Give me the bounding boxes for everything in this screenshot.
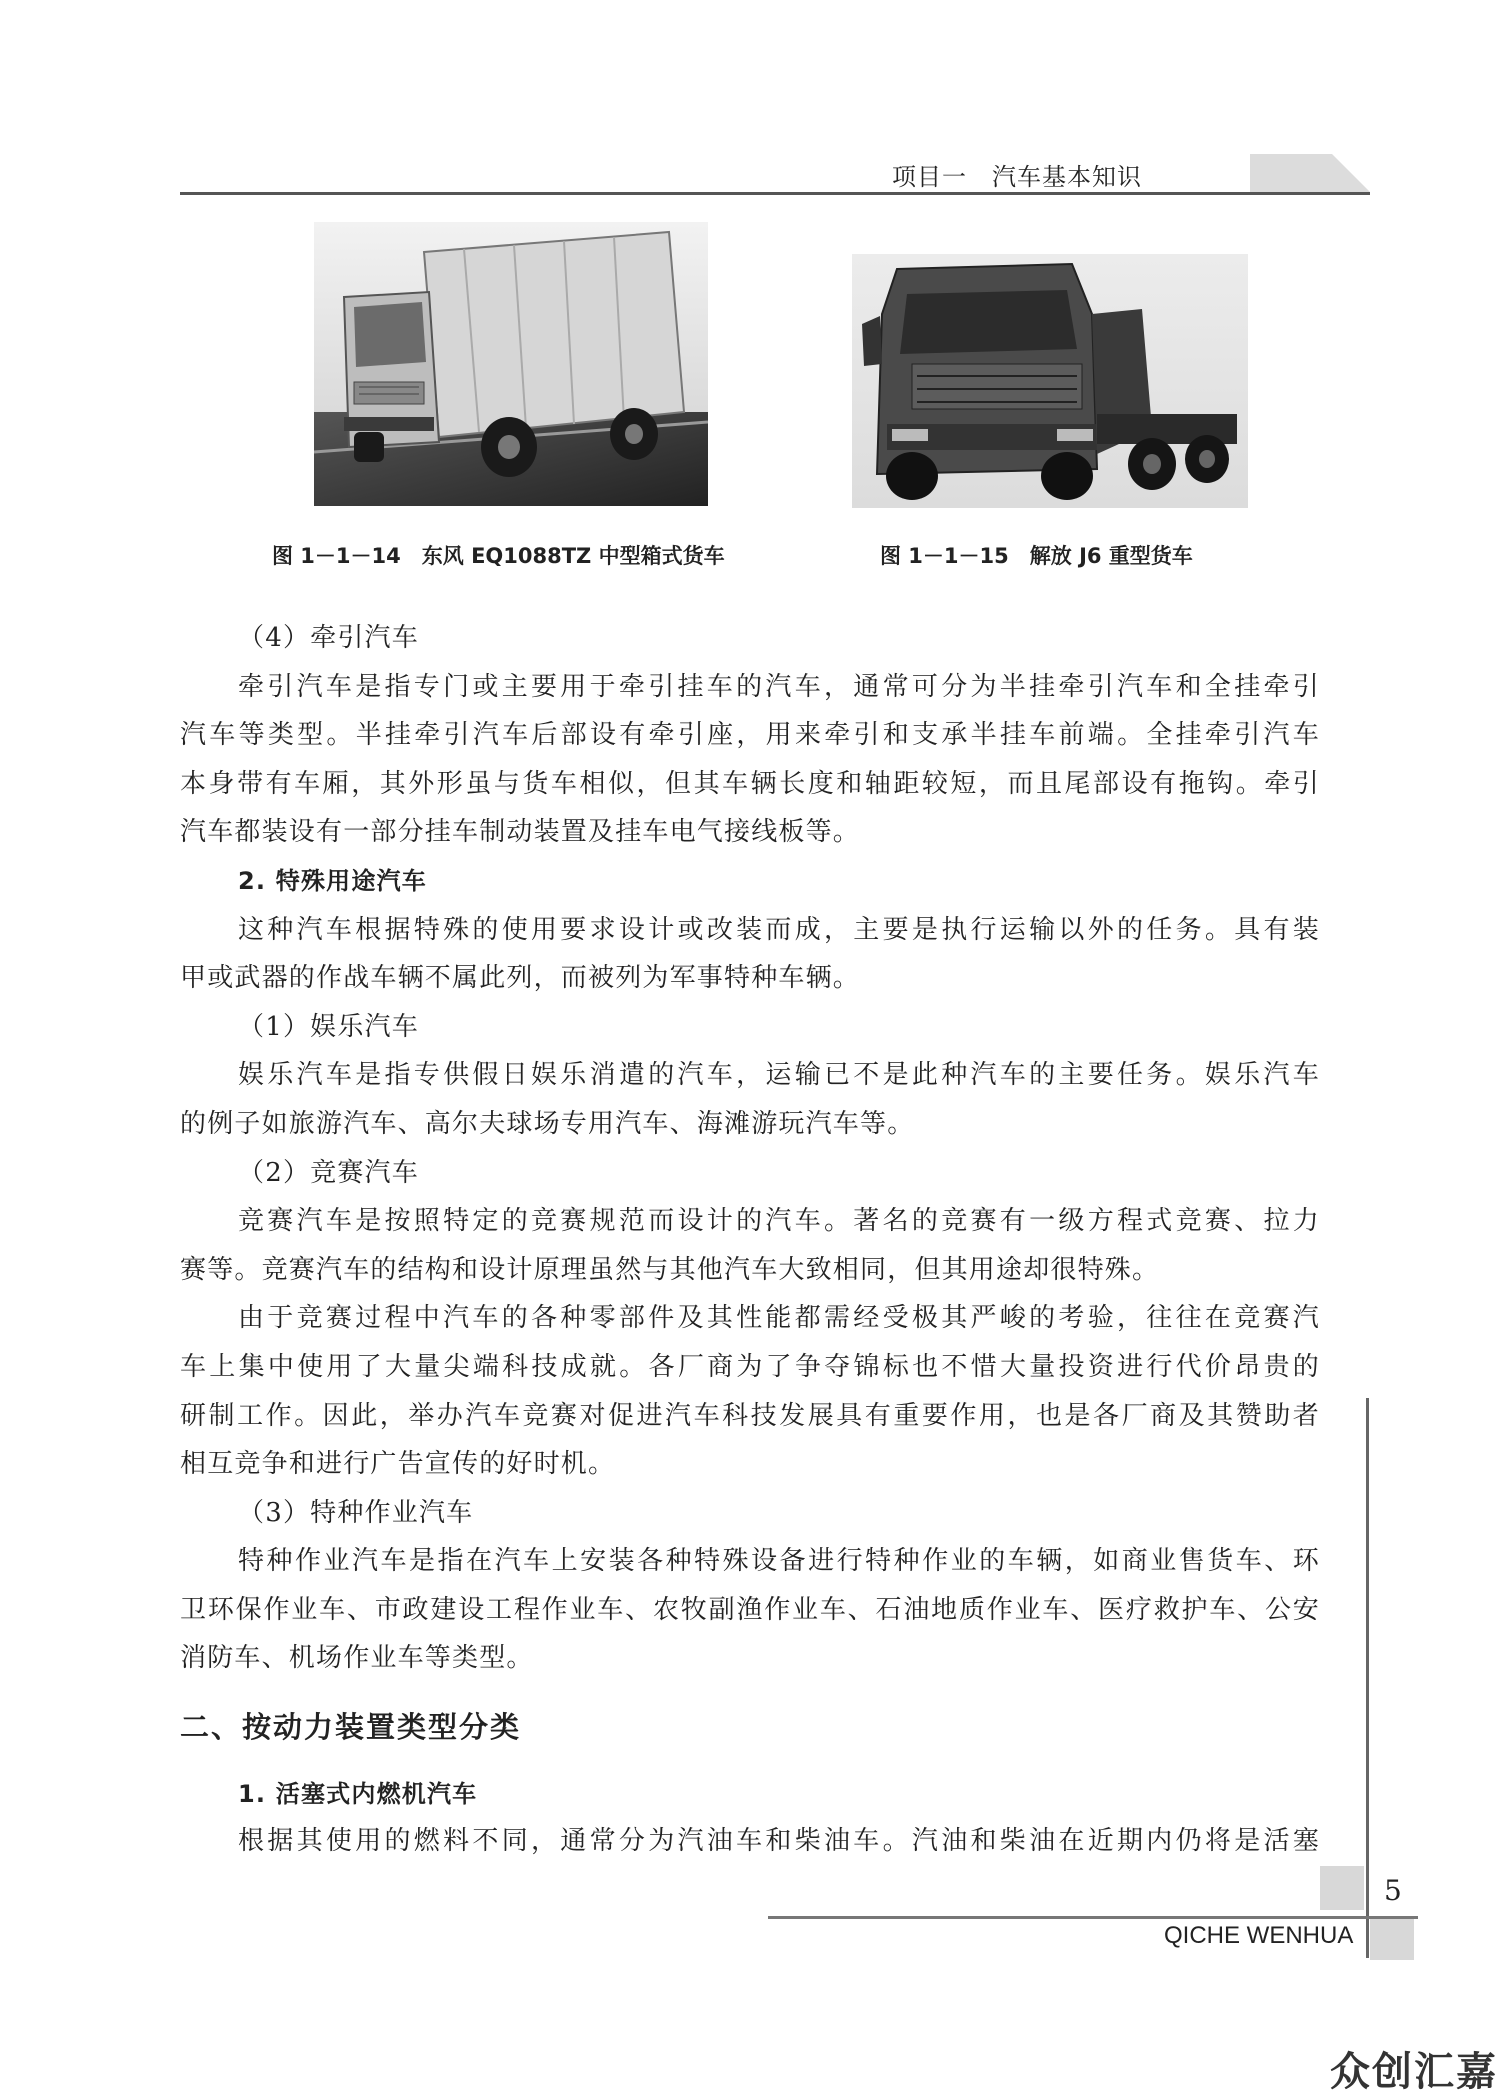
body-text	[180, 614, 1320, 1866]
section-heading-special-purpose: 2. 特殊用途汽车	[238, 866, 427, 895]
subheading-racing-car: （2）竞赛汽车	[238, 1157, 419, 1188]
page-number: 5	[1384, 1874, 1402, 1907]
paragraph-line: 卫环保作业车、市政建设工程作业车、农牧副渔作业车、石油地质作业车、医疗救护车、公安	[180, 1594, 1320, 1625]
figure-tractor-truck-photo	[852, 254, 1248, 508]
header-rule	[180, 192, 1370, 195]
subheading-recreational-vehicle: （1）娱乐汽车	[238, 1011, 419, 1042]
figure-box-truck-photo	[314, 222, 708, 506]
paragraph-line: 根据其使用的燃料不同，通常分为汽油车和柴油车。汽油和柴油在近期内仍将是活塞	[238, 1826, 1320, 1857]
paragraph-line: 研制工作。因此，举办汽车竞赛对促进汽车科技发展具有重要作用，也是各厂商及其赞助者	[180, 1400, 1320, 1431]
decorative-square	[1320, 1866, 1364, 1910]
paragraph-line: 特种作业汽车是指在汽车上安装各种特殊设备进行特种作业的车辆，如商业售货车、环	[238, 1546, 1320, 1577]
paragraph-line: 牵引汽车是指专门或主要用于牵引挂车的汽车，通常可分为半挂牵引汽车和全挂牵引	[238, 671, 1320, 702]
paragraph-line: 相互竞争和进行广告宣传的好时机。	[180, 1449, 616, 1480]
paragraph-line: 的例子如旅游汽车、高尔夫球场专用汽车、海滩游玩汽车等。	[180, 1108, 915, 1139]
running-footer-title: QICHE WENHUA	[1164, 1922, 1354, 1949]
footer-rule	[768, 1916, 1418, 1919]
paragraph-line: 消防车、机场作业车等类型。	[180, 1643, 534, 1674]
paragraph-line: 本身带有车厢，其外形虽与货车相似，但其车辆长度和轴距较短，而且尾部设有拖钩。牵引	[180, 768, 1320, 799]
paragraph-line: 娱乐汽车是指专供假日娱乐消遣的汽车，运输已不是此种汽车的主要任务。娱乐汽车	[238, 1060, 1320, 1091]
margin-vertical-rule	[1366, 1398, 1369, 1958]
paragraph-line: 甲或武器的作战车辆不属此列，而被列为军事特种车辆。	[180, 963, 861, 994]
paragraph-line: 竞赛汽车是按照特定的竞赛规范而设计的汽车。著名的竞赛有一级方程式竞赛、拉力	[238, 1206, 1320, 1237]
paragraph-line: 这种汽车根据特殊的使用要求设计或改装而成，主要是执行运输以外的任务。具有装	[238, 914, 1320, 945]
section-heading-piston-engine-car: 1. 活塞式内燃机汽车	[238, 1780, 478, 1809]
watermark-logo-text: 众创汇嘉	[1330, 2049, 1498, 2095]
header-tab-decoration	[1250, 154, 1370, 192]
paragraph-line: 汽车都装设有一部分挂车制动装置及挂车电气接线板等。	[180, 817, 861, 848]
figure-caption-1-1-15: 图 1－1－15 解放 J6 重型货车	[880, 544, 1193, 568]
figure-caption-1-1-14: 图 1－1－14 东风 EQ1088TZ 中型箱式货车	[272, 544, 725, 568]
paragraph-line: 由于竞赛过程中汽车的各种零部件及其性能都需经受极其严峻的考验，往往在竞赛汽	[238, 1303, 1320, 1334]
decorative-square	[1370, 1916, 1414, 1960]
paragraph-line: 车上集中使用了大量尖端科技成就。各厂商为了争夺锦标也不惜大量投资进行代价昂贵的	[180, 1351, 1320, 1382]
subheading-traction-vehicle: （4）牵引汽车	[238, 623, 419, 653]
running-header-title: 项目一 汽车基本知识	[892, 163, 1142, 191]
paragraph-line: 汽车等类型。半挂牵引汽车后部设有牵引座，用来牵引和支承半挂车前端。全挂牵引汽车	[180, 720, 1320, 751]
section-heading-power-unit-classification: 二、按动力装置类型分类	[180, 1710, 522, 1745]
subheading-special-operation-vehicle: （3）特种作业汽车	[238, 1497, 474, 1528]
paragraph-line: 赛等。竞赛汽车的结构和设计原理虽然与其他汽车大致相同，但其用途却很特殊。	[180, 1254, 1160, 1285]
